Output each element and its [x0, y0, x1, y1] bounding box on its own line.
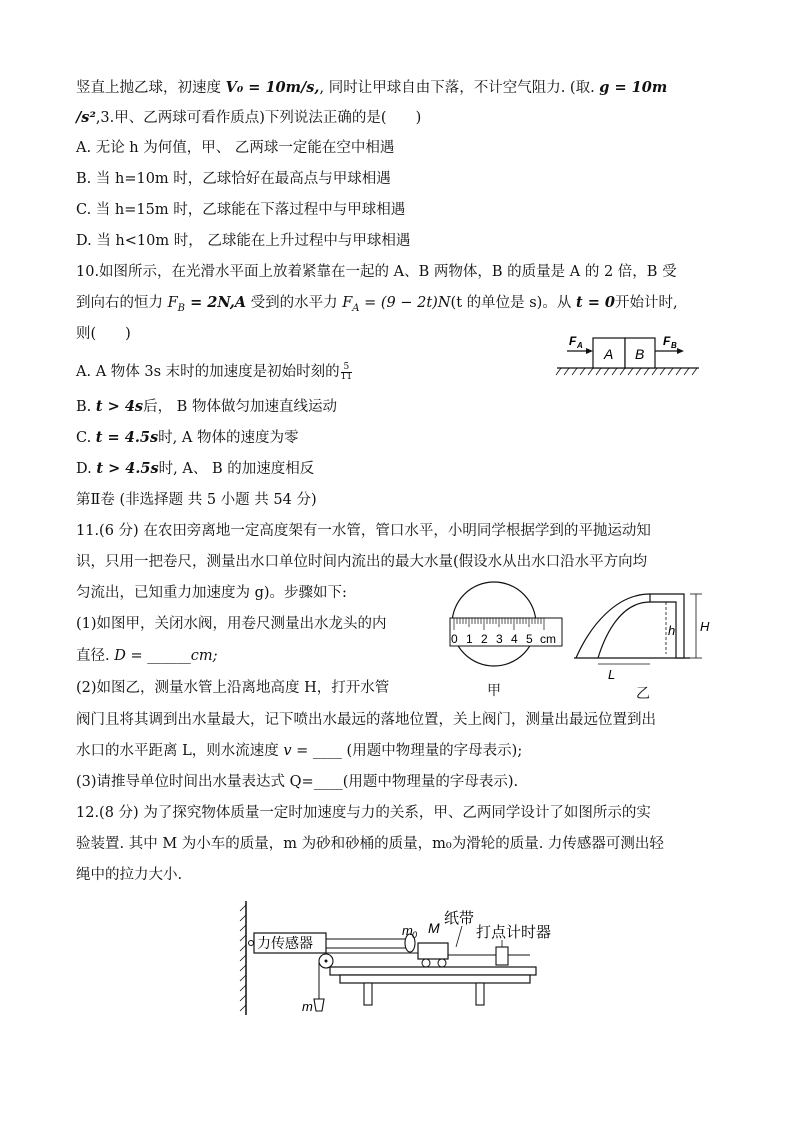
- q11-step1-line1: (1)如图甲，关闭水阀，用卷尺测量出水龙头的内: [76, 616, 387, 632]
- q11-stem-line1: 11.(6 分) 在农田旁离地一定高度架有一水管，管口水平，小明同学根据学到的平抛运动知: [76, 523, 651, 539]
- q11-stem-line3: 匀流出，已知重力加速度为 g)。步骤如下:: [76, 585, 347, 601]
- q11-stem-line2: 识，只用一把卷尺，测量出水口单位时间内流出的最大水量(假设水从出水口沿水平方向均: [76, 554, 648, 570]
- q9-option-b: B. 当 h=10m 时，乙球恰好在最高点与甲球相遇: [76, 171, 391, 187]
- q10-option-b: B. t > 4s后， B 物体做匀加速直线运动: [76, 398, 337, 415]
- pipe: [650, 594, 684, 658]
- caption-yi: 乙: [636, 686, 650, 702]
- q12-apparatus-figure: [230, 895, 570, 1025]
- q11-step2-line1: (2)如图乙，测量水管上沿离地高度 H，打开水管: [76, 680, 390, 696]
- q9-option-c: C. 当 h=15m 时，乙球能在下落过程中与甲球相遇: [76, 202, 406, 218]
- sand-bucket: [314, 999, 324, 1011]
- blank-q: ____: [313, 774, 343, 790]
- q11-step1-line2: 直径. D = ______cm;: [76, 648, 218, 664]
- q9-option-a: A. 无论 h 为何值，甲、 乙两球一定能在空中相遇: [76, 140, 395, 156]
- q9-option-d: D. 当 h<10m 时， 乙球能在上升过程中与甲球相遇: [76, 233, 411, 249]
- fb-label: F: [663, 334, 671, 348]
- arrow-fb-head-icon: [677, 348, 684, 354]
- q10-stem-line3: 则( ): [76, 326, 131, 342]
- spark-timer: [496, 947, 508, 965]
- q11-step3: (3)请推导单位时间出水量表达式 Q=____(用题中物理量的字母表示).: [76, 774, 519, 790]
- q10-stem-line1: 10.如图所示，在光滑水平面上放着紧靠在一起的 A、B 两物体，B 的质量是 A 的 2 倍，B 受: [76, 264, 677, 280]
- block-b-label: B: [635, 346, 645, 362]
- water-jet-inner: [598, 602, 650, 658]
- m0-sub: 0: [412, 930, 418, 940]
- ruler-num-4: 4: [511, 632, 518, 646]
- track-board: [330, 967, 536, 975]
- caption-jia: 甲: [487, 683, 501, 699]
- fb-sub: B: [671, 341, 677, 350]
- ruler-num-0: 0: [451, 632, 458, 646]
- q11-figure-jia: [448, 578, 563, 670]
- q10-option-d: D. t > 4.5s时, A、 B 的加速度相反: [76, 460, 315, 477]
- bucket-m-label: m: [302, 999, 313, 1014]
- q10-option-a: A. A 物体 3s 末时的加速度是初始时刻的 $\frac{5}{11}$: [76, 361, 353, 382]
- q11-step2-line2: 阀门且将其调到出水量最大，记下喷出水最远的落地位置，关上阀门，测量出最远位置到出: [76, 712, 656, 728]
- force-sensor-label: 力传感器: [257, 935, 313, 951]
- H-label: H: [700, 619, 710, 634]
- h-label: h: [668, 623, 676, 638]
- timer-label: 打点计时器: [476, 924, 552, 941]
- q9-stem-line1: 竖直上抛乙球，初速度 V₀ = 10m/s,, 同时让甲球自由下落，不计空气阻力. (取. g = 10m: [76, 79, 668, 96]
- arrow-fa-head-icon: [586, 348, 593, 354]
- L-label: L: [608, 667, 616, 682]
- q11-step2-line3: 水口的水平距离 L，则水流速度 v = ____ (用题中物理量的字母表示);: [76, 743, 523, 759]
- q10-option-c: C. t = 4.5s时, A 物体的速度为零: [76, 429, 299, 446]
- blank-v: ____: [312, 743, 342, 759]
- ruler-num-2: 2: [481, 632, 488, 646]
- cart-m-label: M: [428, 920, 440, 936]
- q12-stem-line3: 绳中的拉力大小.: [76, 867, 183, 883]
- m0-label: m: [402, 923, 413, 938]
- q9-stem-line2: /s²,3.甲、乙两球可看作质点)下列说法正确的是( ): [76, 109, 422, 126]
- math-g: g = 10m: [599, 79, 668, 96]
- section-2-title: 第Ⅱ卷 (非选择题 共 5 小题 共 54 分): [76, 492, 317, 508]
- ruler-unit: cm: [540, 632, 556, 646]
- q10-stem-line2: 到向右的恒力 $F_B = 2N,A$ 受到的水平力 $F_A = (9 - 2t)N(t$ 的单位是 s)。从 t = 0开始计时,: [76, 294, 678, 314]
- math-v0: V₀ = 10m/s,: [225, 79, 320, 96]
- ruler-num-3: 3: [496, 632, 503, 646]
- block-a-label: A: [604, 346, 614, 362]
- fraction-5-11: $\frac{5}{11}$: [340, 361, 353, 382]
- ruler-num-1: 1: [466, 632, 473, 646]
- q12-stem-line2: 验装置. 其中 M 为小车的质量，m 为砂和砂桶的质量，m₀为滑轮的质量. 力传感器可测出轻: [76, 836, 664, 852]
- ruler-num-5: 5: [526, 632, 533, 646]
- fa-label: F: [569, 334, 577, 348]
- paper-tape-label: 纸带: [444, 910, 475, 927]
- blank-d: ______: [147, 648, 191, 664]
- q12-stem-line1: 12.(8 分) 为了探究物体质量一定时加速度与力的关系，甲、乙两同学设计了如图所示的实: [76, 805, 651, 821]
- cart-m: [418, 943, 448, 959]
- q11-figure-yi: [570, 588, 720, 682]
- fa-sub: A: [577, 341, 583, 350]
- q10-blocks-figure: [553, 330, 703, 378]
